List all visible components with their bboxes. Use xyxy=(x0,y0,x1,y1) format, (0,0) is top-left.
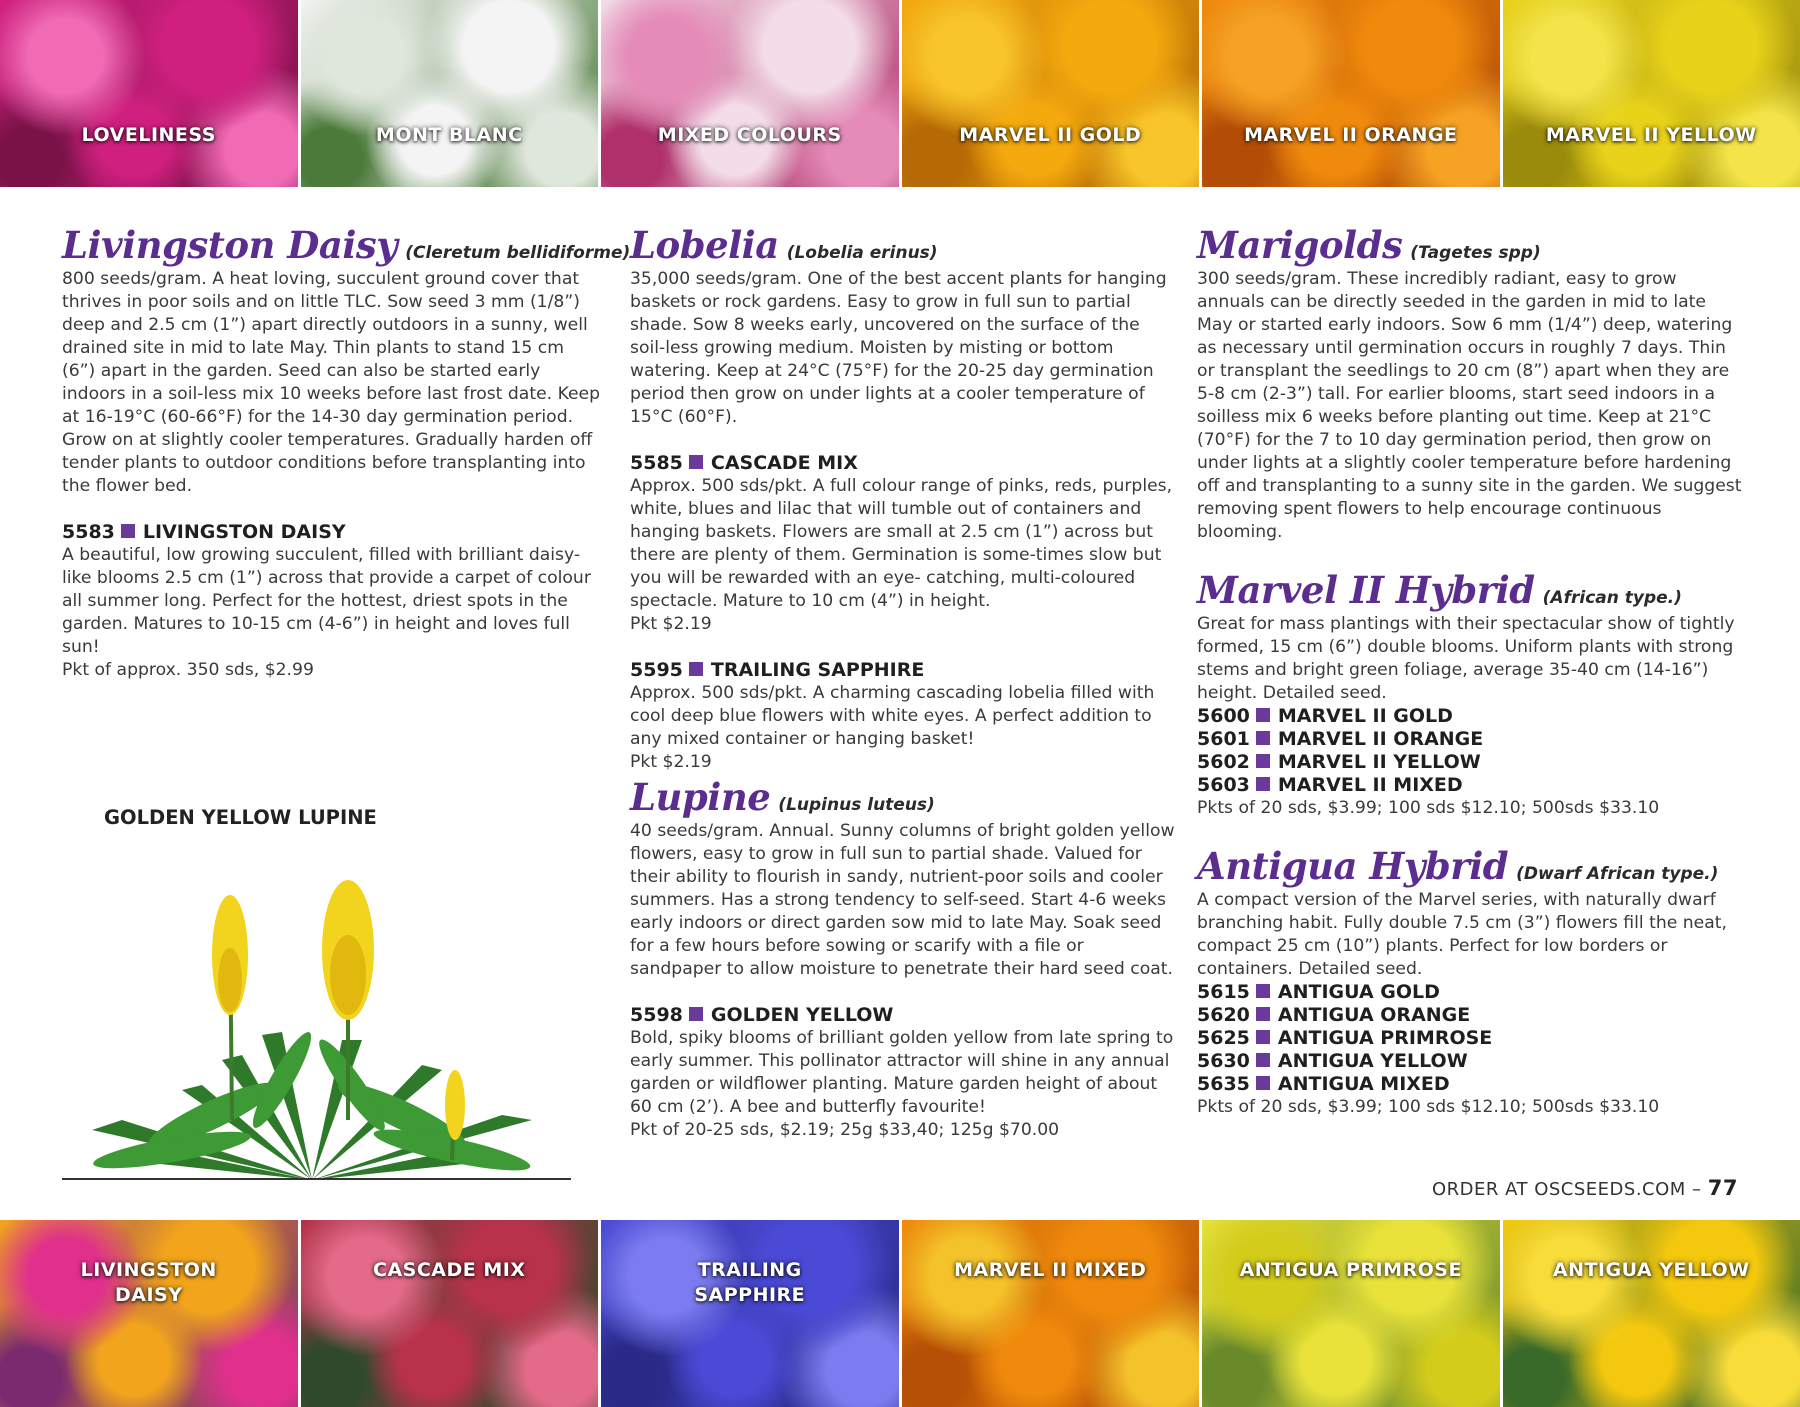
lupine-photo-caption: GOLDEN YELLOW LUPINE xyxy=(104,806,377,829)
bullet-square-icon xyxy=(1256,731,1270,745)
photo-label: MARVEL II GOLD xyxy=(959,124,1142,146)
scientific-name: (Lobelia erinus) xyxy=(786,243,938,263)
product-name: ANTIGUA ORANGE xyxy=(1277,1004,1471,1026)
product-price: Pkt $2.19 xyxy=(630,752,712,772)
bullet-square-icon xyxy=(1256,1007,1270,1021)
product-description: A beautiful, low growing succulent, filled with brilliant daisy-like blooms 2.5 cm (1”) across that provide a carpet of colour all summer long. Perfect for the hottest, driest spots in the garden. Matures to 10-15 cm (4-6”) in height and loves full sun! xyxy=(62,545,591,657)
scientific-name: (Tagetes spp) xyxy=(1410,243,1541,263)
photo-label: MARVEL II YELLOW xyxy=(1545,124,1757,146)
product-heading xyxy=(62,521,602,544)
scientific-name: (Dwarf African type.) xyxy=(1516,864,1719,884)
photo-label xyxy=(902,1258,1200,1283)
product-code: 5585 xyxy=(630,452,683,474)
product-code: 5620 xyxy=(1197,1004,1250,1026)
section-heading xyxy=(1197,222,1745,268)
page-number: 77 xyxy=(1707,1176,1738,1200)
photo-label-line: LIVINGSTON xyxy=(80,1259,217,1281)
section-heading xyxy=(630,774,1175,820)
photo-label-line: ANTIGUA YELLOW xyxy=(1552,1259,1750,1281)
product-heading xyxy=(630,1004,1175,1027)
photo-label-line: SAPPHIRE xyxy=(694,1284,806,1306)
photo-label xyxy=(1503,1258,1800,1283)
product-name: ANTIGUA YELLOW xyxy=(1277,1050,1468,1072)
product-price: Pkts of 20 sds, $3.99; 100 sds $12.10; 500sds $33.10 xyxy=(1197,1097,1660,1117)
bullet-square-icon xyxy=(1256,1053,1270,1067)
photo-label-line: MARVEL II MIXED xyxy=(954,1259,1147,1281)
section-title: Marigolds xyxy=(1197,223,1403,267)
bullet-square-icon xyxy=(689,662,703,676)
photo-trailing-sapphire xyxy=(601,1220,899,1407)
bullet-square-icon xyxy=(689,455,703,469)
product-heading xyxy=(1197,1073,1745,1096)
section-intro: 300 seeds/gram. These incredibly radiant, easy to grow annuals can be directly seeded in the garden in mid to late May or started early indoors. Sow 6 mm (1/4”) deep, watering as necessary until germination occurs in roughly 7 days. Thin or transplant the seedlings to 20 cm (8”) apart when they are 5-8 cm (2-3”) tall. For earlier blooms, start seed indoors in a soilless mix 6 weeks before planting out time. Keep at 21°C (70°F) for the 7 to 10 day germination period, then grow on under lights at a slightly cooler temperature before hardening off and transplanting to a sunny site in the garden. We suggest removing spent flowers to help encourage continuous blooming. xyxy=(1197,269,1742,542)
photo-marvel-ii-mixed xyxy=(902,1220,1200,1407)
product-heading xyxy=(1197,774,1745,797)
photo-label xyxy=(1202,1258,1500,1283)
photo-livingston-daisy xyxy=(0,1220,298,1407)
marvel-product-list xyxy=(1197,705,1745,797)
photo-label-line: CASCADE MIX xyxy=(373,1259,526,1281)
photo-mont-blanc xyxy=(301,0,599,187)
product-heading xyxy=(1197,751,1745,774)
section-heading xyxy=(1197,843,1745,889)
product-name: GOLDEN YELLOW xyxy=(710,1004,894,1026)
scientific-name: (Cleretum bellidiforme) xyxy=(405,243,631,263)
product-heading xyxy=(1197,981,1745,1004)
section-intro: 40 seeds/gram. Annual. Sunny columns of bright golden yellow flowers, easy to grow in full sun to partial shade. Valued for their ability to flourish in sandy, nutrient-poor soils and cooler summers. Has a strong tendency to self-seed. Start 4-6 weeks early indoors or direct garden sow mid to late May. Soak seed for a few hours before sowing or scarify with a file or sandpaper to allow moisture to penetrate their hard seed coat. xyxy=(630,821,1175,979)
footer-order-text: ORDER AT OSCSEEDS.COM – xyxy=(1431,1179,1708,1200)
product-name: ANTIGUA MIXED xyxy=(1277,1073,1450,1095)
lupine-plant-image xyxy=(62,860,572,1180)
product-heading xyxy=(1197,705,1745,728)
section-title: Antigua Hybrid xyxy=(1197,844,1509,888)
photo-mixed-colours xyxy=(601,0,899,187)
bullet-square-icon xyxy=(689,1007,703,1021)
photo-label: MARVEL II ORANGE xyxy=(1244,124,1458,146)
product-code: 5601 xyxy=(1197,728,1250,750)
photo-cascade-mix xyxy=(301,1220,599,1407)
section-heading xyxy=(630,222,1175,268)
product-code: 5630 xyxy=(1197,1050,1250,1072)
photo-label xyxy=(0,1258,298,1308)
photo-loveliness xyxy=(0,0,298,187)
photo-marvel-ii-gold xyxy=(902,0,1200,187)
scientific-name: (African type.) xyxy=(1542,588,1682,608)
product-description: Bold, spiky blooms of brilliant golden yellow from late spring to early summer. This pollinator attractor will shine in any annual garden or wildflower planting. Mature garden height of about 60 cm (2’). A bee and butterfly favourite! xyxy=(630,1028,1174,1117)
product-code: 5583 xyxy=(62,521,115,543)
product-heading xyxy=(1197,1050,1745,1073)
product-name: ANTIGUA PRIMROSE xyxy=(1277,1027,1493,1049)
product-code: 5600 xyxy=(1197,705,1250,727)
photo-antigua-yellow xyxy=(1503,1220,1800,1407)
product-heading xyxy=(630,452,1175,475)
column-marigolds xyxy=(1197,222,1745,1119)
product-code: 5615 xyxy=(1197,981,1250,1003)
section-intro: A compact version of the Marvel series, with naturally dwarf branching habit. Fully double 7.5 cm (3”) flowers fill the neat, compact 25 cm (10”) plants. Perfect for low borders or containers. Detailed seed. xyxy=(1197,890,1727,979)
photo-label: MIXED COLOURS xyxy=(657,124,842,146)
bullet-square-icon xyxy=(1256,754,1270,768)
product-heading xyxy=(1197,1004,1745,1027)
section-title: Lobelia xyxy=(630,223,779,267)
bullet-square-icon xyxy=(1256,984,1270,998)
product-price: Pkts of 20 sds, $3.99; 100 sds $12.10; 500sds $33.10 xyxy=(1197,798,1660,818)
antigua-product-list xyxy=(1197,981,1745,1096)
photo-label-line: DAISY xyxy=(115,1284,183,1306)
product-name: MARVEL II YELLOW xyxy=(1277,751,1481,773)
product-heading xyxy=(1197,1027,1745,1050)
product-code: 5602 xyxy=(1197,751,1250,773)
product-heading xyxy=(1197,728,1745,751)
section-heading xyxy=(62,222,631,268)
product-name: ANTIGUA GOLD xyxy=(1277,981,1440,1003)
bullet-square-icon xyxy=(121,524,135,538)
bullet-square-icon xyxy=(1256,777,1270,791)
photo-label: MONT BLANC xyxy=(375,124,523,146)
product-name: MARVEL II MIXED xyxy=(1277,774,1463,796)
divider-rule xyxy=(62,1178,571,1180)
product-heading xyxy=(630,659,1175,682)
column-lobelia-lupine xyxy=(630,222,1175,1142)
section-title: Livingston Daisy xyxy=(62,223,398,267)
product-name: CASCADE MIX xyxy=(710,452,858,474)
photo-label xyxy=(601,1258,899,1308)
photo-marvel-ii-orange xyxy=(1202,0,1500,187)
photo-label: LOVELINESS xyxy=(81,124,216,146)
product-price: Pkt of 20-25 sds, $2.19; 25g $33,40; 125g $70.00 xyxy=(630,1120,1060,1140)
scientific-name: (Lupinus luteus) xyxy=(778,795,935,815)
photo-label-line: TRAILING xyxy=(697,1259,802,1281)
product-code: 5595 xyxy=(630,659,683,681)
column-livingston-daisy xyxy=(62,222,631,682)
section-title: Lupine xyxy=(630,775,771,819)
product-name: TRAILING SAPPHIRE xyxy=(710,659,925,681)
section-intro: 35,000 seeds/gram. One of the best accent plants for hanging baskets or rock gardens. Easy to grow in full sun to partial shade. Sow 8 weeks early, uncovered on the surface of the soil-less growing medium. Moisten by misting or bottom watering. Keep at 24°C (75°F) for the 20-25 day germination period then grow on under lights at a cooler temperature of 15°C (60°F). xyxy=(630,269,1167,427)
product-code: 5635 xyxy=(1197,1073,1250,1095)
page-footer xyxy=(1432,1176,1738,1200)
product-price: Pkt $2.19 xyxy=(630,614,712,634)
product-code: 5603 xyxy=(1197,774,1250,796)
product-code: 5598 xyxy=(630,1004,683,1026)
bullet-square-icon xyxy=(1256,1030,1270,1044)
product-price: Pkt of approx. 350 sds, $2.99 xyxy=(62,660,314,680)
photo-marvel-ii-yellow xyxy=(1503,0,1800,187)
photo-label-line: ANTIGUA PRIMROSE xyxy=(1239,1259,1462,1281)
product-name: LIVINGSTON DAISY xyxy=(142,521,346,543)
bullet-square-icon xyxy=(1256,1076,1270,1090)
bullet-square-icon xyxy=(1256,708,1270,722)
section-intro: Great for mass plantings with their spectacular show of tightly formed, 15 cm (6”) double blooms. Uniform plants with strong stems and bright green foliage, average 35-40 cm (14-16”) height. Detailed seed. xyxy=(1197,614,1735,703)
section-heading xyxy=(1197,567,1745,613)
photo-label xyxy=(301,1258,599,1283)
product-name: MARVEL II GOLD xyxy=(1277,705,1453,727)
top-photo-strip xyxy=(0,0,1800,187)
photo-antigua-primrose xyxy=(1202,1220,1500,1407)
bottom-photo-strip xyxy=(0,1220,1800,1407)
section-intro: 800 seeds/gram. A heat loving, succulent ground cover that thrives in poor soils and on little TLC. Sow seed 3 mm (1/8”) deep and 2.5 cm (1”) apart directly outdoors in a sunny, well drained site in mid to late May. Thin plants to stand 15 cm (6”) apart in the garden. Seed can also be started early indoors in a soil-less mix 10 weeks before last frost date. Keep at 16-19°C (60-66°F) for the 14-30 day germination period. Grow on at slightly cooler temperatures. Gradually harden off tender plants to outdoor conditions before transplanting into the flower bed. xyxy=(62,269,601,496)
product-description: Approx. 500 sds/pkt. A charming cascading lobelia filled with cool deep blue flowers with white eyes. A perfect addition to any mixed container or hanging basket! xyxy=(630,683,1155,749)
product-description: Approx. 500 sds/pkt. A full colour range of pinks, reds, purples, white, blues and lilac that will tumble out of containers and hanging baskets. Flowers are small at 2.5 cm (1”) across but there are plenty of them. Germination is some-times slow but you will be rewarded with an eye- catching, multi-coloured spectacle. Mature to 10 cm (4”) in height. xyxy=(630,476,1173,611)
section-title: Marvel II Hybrid xyxy=(1197,568,1535,612)
product-name: MARVEL II ORANGE xyxy=(1277,728,1484,750)
product-code: 5625 xyxy=(1197,1027,1250,1049)
